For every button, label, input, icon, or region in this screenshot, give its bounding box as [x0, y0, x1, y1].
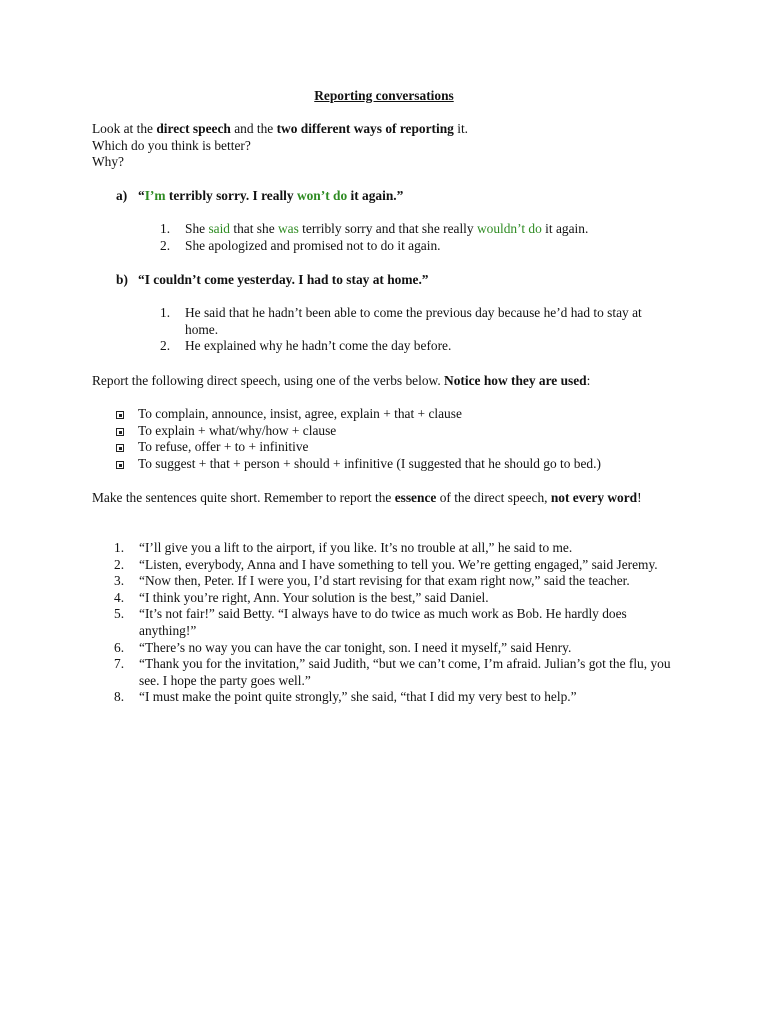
verb-pattern-list — [114, 406, 694, 472]
example-b-quote: “I couldn’t come yesterday. I had to stay at home.” — [138, 272, 429, 287]
verb-pattern: To refuse, offer + to + infinitive — [138, 439, 309, 455]
instruction-bold: not every word — [550, 490, 638, 505]
example-a-quote — [138, 188, 403, 205]
intro-line-2: Which do you think is better? — [92, 137, 251, 153]
list-number: 1. — [160, 305, 171, 320]
green-highlight: said — [208, 221, 231, 236]
exercise-text: “I’ll give you a lift to the airport, if you like. It’s no trouble at all,” he said to me. — [139, 540, 573, 555]
instruction-text: : — [586, 373, 591, 388]
square-bullet-icon — [116, 428, 124, 436]
report-instruction — [92, 373, 664, 390]
intro-bold-ways: two different ways of reporting — [276, 121, 454, 136]
short-instruction — [92, 490, 664, 507]
quote-mark: “ — [138, 188, 145, 203]
instruction-bold: essence — [394, 490, 437, 505]
instruction-text: Make the sentences quite short. Remember to report the — [92, 490, 395, 505]
example-a-reports — [160, 221, 675, 254]
instruction-text: of the direct speech, — [436, 490, 551, 505]
page-title: Reporting conversations — [314, 88, 454, 103]
exercise-text: “Now then, Peter. If I were you, I’d start revising for that exam right now,” said the teacher. — [139, 573, 630, 589]
exercise-text: “I must make the point quite strongly,” she said, “that I did my very best to help.” — [139, 689, 577, 705]
instruction-bold: Notice how they are used — [444, 373, 587, 388]
example-a-label: a) — [116, 188, 128, 203]
list-item — [160, 338, 675, 355]
green-highlight: won’t do — [296, 188, 348, 203]
instruction-text: Report the following direct speech, using one of the verbs below. — [92, 373, 445, 388]
exercise-item — [114, 540, 674, 557]
exercise-item — [114, 606, 674, 639]
exercise-text: “Thank you for the invitation,” said Judith, “but we can’t come, I’m afraid. Julian’s got the flu, you see. I hope the party goes well.” — [139, 656, 671, 688]
list-item — [160, 221, 675, 238]
report-text: terribly sorry and that she really — [298, 221, 477, 236]
list-number: 2. — [114, 556, 125, 572]
quote-text: it again.” — [347, 188, 404, 203]
square-bullet-icon — [116, 411, 124, 419]
list-item — [114, 456, 694, 473]
intro-text: Look at the — [92, 121, 157, 136]
exercise-list — [114, 540, 674, 706]
intro-paragraph — [92, 121, 692, 171]
report-text: He explained why he hadn’t come the day before. — [185, 338, 452, 354]
intro-text: it. — [453, 121, 469, 136]
intro-line-1 — [92, 121, 692, 138]
list-number: 8. — [114, 689, 125, 705]
intro-text: and the — [230, 121, 277, 136]
exercise-text: “I think you’re right, Ann. Your solution is the best,” said Daniel. — [139, 589, 489, 605]
verb-pattern: To complain, announce, insist, agree, explain + that + clause — [138, 406, 462, 421]
list-item — [114, 423, 694, 440]
green-highlight: I’m — [144, 188, 166, 203]
exercise-text: “It’s not fair!” said Betty. “I always have to do twice as much work as Bob. He hardly does anything!” — [139, 606, 627, 638]
square-bullet-icon — [116, 461, 124, 469]
list-number: 2. — [160, 338, 171, 354]
report-text: it again. — [541, 221, 589, 236]
list-number: 2. — [160, 237, 171, 253]
list-number: 1. — [114, 540, 125, 555]
instruction-text: ! — [637, 490, 642, 505]
exercise-item — [114, 557, 674, 574]
exercise-text: “Listen, everybody, Anna and I have something to tell you. We’re getting engaged,” said Jeremy. — [139, 556, 658, 572]
square-bullet-icon — [116, 444, 124, 452]
list-number: 3. — [114, 573, 125, 589]
exercise-item — [114, 573, 674, 590]
list-number: 7. — [114, 656, 125, 672]
list-item — [160, 305, 675, 338]
quote-text: terribly sorry. I really — [165, 188, 297, 203]
list-item — [160, 238, 675, 255]
example-b-reports — [160, 305, 675, 355]
list-number: 5. — [114, 606, 125, 622]
list-number: 4. — [114, 589, 125, 605]
verb-pattern: To suggest + that + person + should + infinitive (I suggested that he should go to bed.) — [138, 455, 601, 471]
exercise-item — [114, 656, 674, 689]
exercise-item — [114, 590, 674, 607]
list-item — [114, 439, 694, 456]
exercise-item — [114, 689, 674, 706]
green-highlight: was — [278, 221, 299, 236]
exercise-text: “There’s no way you can have the car tonight, son. I need it myself,” said Henry. — [139, 639, 572, 655]
report-text: that she — [230, 221, 278, 236]
intro-bold-direct-speech: direct speech — [156, 121, 231, 136]
report-text: She apologized and promised not to do it again. — [185, 237, 441, 253]
report-text: She — [185, 221, 209, 236]
green-highlight: wouldn’t do — [476, 221, 542, 236]
example-b-label: b) — [116, 272, 128, 287]
list-number: 1. — [160, 221, 171, 236]
verb-pattern: To explain + what/why/how + clause — [138, 422, 337, 438]
list-item — [114, 406, 694, 423]
exercise-item — [114, 640, 674, 657]
report-text: He said that he hadn’t been able to come the previous day because he’d had to stay at home. — [185, 305, 642, 337]
list-number: 6. — [114, 639, 125, 655]
intro-line-3: Why? — [92, 154, 124, 170]
